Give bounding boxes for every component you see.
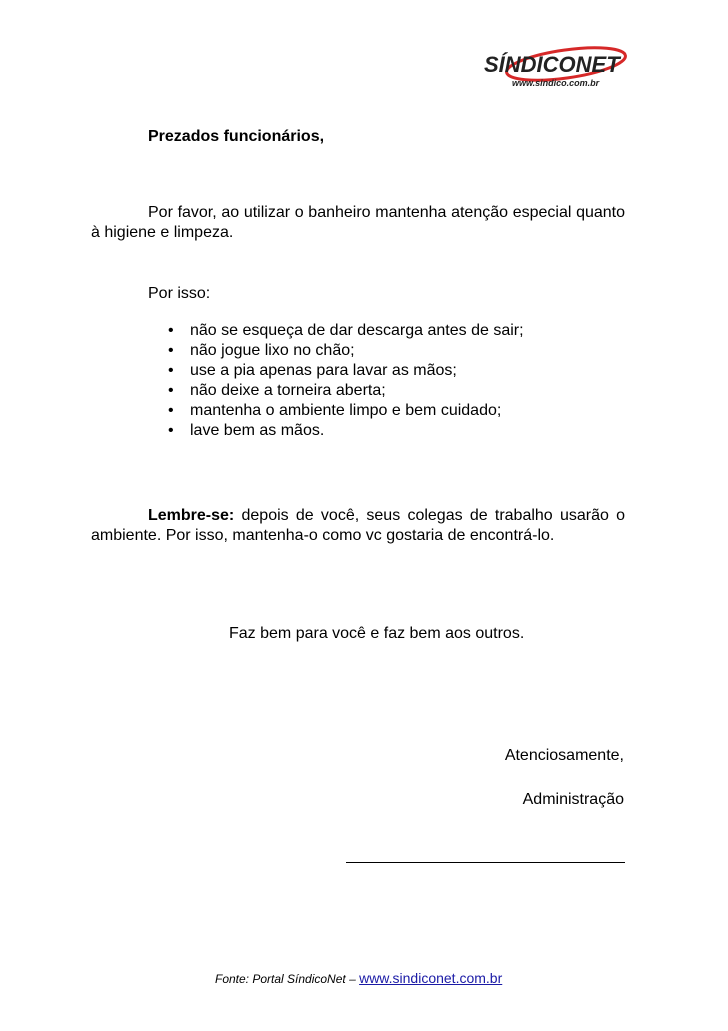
bullet-icon: • <box>168 362 174 379</box>
bullet-icon: • <box>168 422 174 439</box>
bullet-icon: • <box>168 342 174 359</box>
list-item-text: lave bem as mãos. <box>190 422 325 439</box>
list-item-text: não se esqueça de dar descarga antes de sair; <box>190 322 524 339</box>
footer-link[interactable]: www.sindiconet.com.br <box>359 970 503 986</box>
list-item <box>168 421 524 441</box>
rules-list <box>168 321 524 441</box>
reminder-label: Lembre-se: <box>148 507 235 524</box>
list-item <box>168 361 524 381</box>
list-item-text: não jogue lixo no chão; <box>190 342 355 359</box>
list-item <box>168 321 524 341</box>
paragraph-reminder <box>91 506 625 546</box>
footer-source: Fonte: Portal SíndicoNet – <box>215 972 360 986</box>
bullet-icon: • <box>168 322 174 339</box>
closing: Atenciosamente, <box>504 747 624 764</box>
list-item <box>168 401 524 421</box>
list-item <box>168 341 524 361</box>
motto: Faz bem para você e faz bem aos outros. <box>229 625 525 642</box>
list-item-text: não deixe a torneira aberta; <box>190 382 386 399</box>
logo-url: www.sindico.com.br <box>512 78 600 88</box>
paragraph-hygiene: Por favor, ao utilizar o banheiro mantenha atenção especial quanto à higiene e limpeza. <box>91 204 625 241</box>
logo-graphic <box>478 44 628 94</box>
list-item-text: use a pia apenas para lavar as mãos; <box>190 362 457 379</box>
signature-line <box>346 862 625 863</box>
signature-role: Administração <box>522 791 624 808</box>
bullet-icon: • <box>168 402 174 419</box>
reminder-text: depois de você, seus colegas de trabalho usarão o ambiente. Por isso, mantenha-o como vc gostaria de encontrá-lo. <box>91 507 625 544</box>
logo-brand: SÍNDICONET <box>484 52 620 77</box>
greeting: Prezados funcionários, <box>148 128 325 145</box>
list-item-text: mantenha o ambiente limpo e bem cuidado; <box>190 402 502 419</box>
list-item <box>168 381 524 401</box>
bullet-icon: • <box>168 382 174 399</box>
sindiconet-logo <box>478 44 628 94</box>
list-intro: Por isso: <box>148 285 211 302</box>
footer <box>215 970 502 988</box>
